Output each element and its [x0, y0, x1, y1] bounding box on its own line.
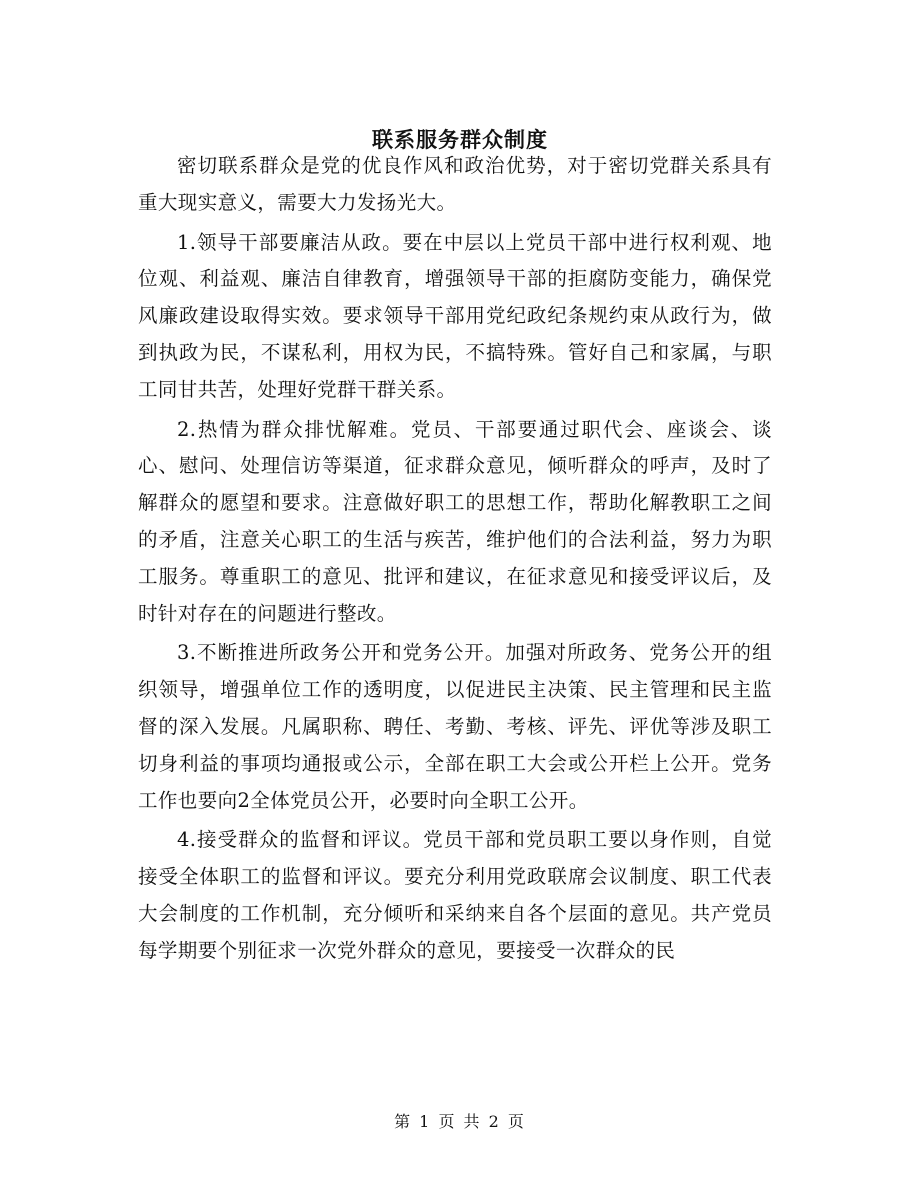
paragraph-item-2: 2.热情为群众排忧解难。党员、干部要通过职代会、座谈会、谈心、慰问、处理信访等渠道，征求群众意见，倾听群众的呼声，及时了解群众的愿望和要求。注意做好职工的思想工作，帮助化解教职工之间的矛盾，注意关心职工的生活与疾苦，维护他们的合法利益，努力为职工服务。尊重职工的意见、批评和建议，在征求意见和接受评议后，及时针对存在的问题进行整改。: [138, 417, 772, 625]
document-title: 联系服务群众制度: [372, 127, 548, 153]
paragraph-item-3: 3.不断推进所政务公开和党务公开。加强对所政务、党务公开的组织领导，增强单位工作的透明度，以促进民主决策、民主管理和民主监督的深入发展。凡属职称、聘任、考勤、考核、评先、评优等涉及职工切身利益的事项均通报或公示，全部在职工大会或公开栏上公开。党务工作也要向2全体党员公开，必要时向全职工公开。: [138, 641, 772, 812]
document-body: [138, 148, 772, 970]
paragraph-item-1: 1.领导干部要廉洁从政。要在中层以上党员干部中进行权利观、地位观、利益观、廉洁自律教育，增强领导干部的拒腐防变能力，确保党风廉政建设取得实效。要求领导干部用党纪政纪条规约束从政行为，做到执政为民，不谋私利，用权为民，不搞特殊。管好自己和家属，与职工同甘共苦，处理好党群干群关系。: [138, 230, 772, 401]
page-number-footer: 第 1 页 共 2 页: [394, 1112, 526, 1131]
paragraph-intro: 密切联系群众是党的优良作风和政治优势，对于密切党群关系具有重大现实意义，需要大力发扬光大。: [138, 154, 772, 214]
paragraph-item-4: 4.接受群众的监督和评议。党员干部和党员职工要以身作则，自觉接受全体职工的监督和评议。要充分利用党政联席会议制度、职工代表大会制度的工作机制，充分倾听和采纳来自各个层面的意见。共产党员每学期要个别征求一次党外群众的意见，要接受一次群众的民: [138, 828, 772, 962]
